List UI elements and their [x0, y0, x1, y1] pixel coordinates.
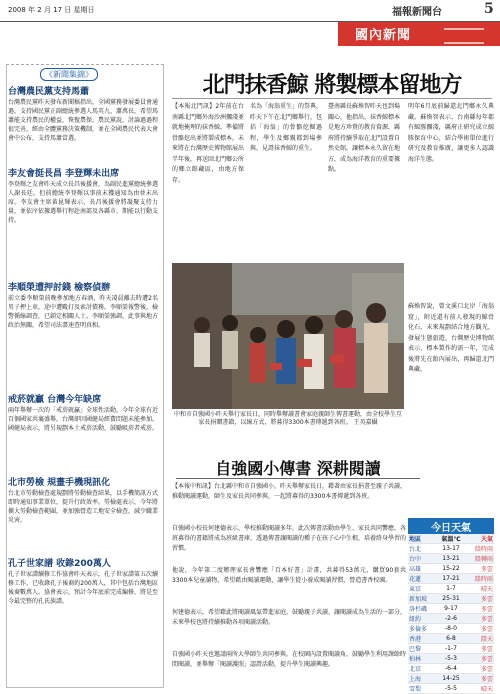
weather-header-row: [408, 534, 494, 544]
weather-temp: -5-3: [436, 654, 466, 664]
weather-city: 台中: [408, 554, 436, 564]
weather-city: 花蓮: [408, 574, 436, 584]
brief-title: 孔子世家譜 收錄200萬人: [8, 559, 111, 569]
weather-city: 台北: [408, 544, 436, 554]
weather-city: 多倫多: [408, 624, 436, 634]
weather-temp: 14-25: [436, 674, 466, 684]
weather-header-cell: 氣溫℃: [436, 534, 466, 544]
weather-condition: 多雲: [466, 664, 494, 674]
weather-temp: -6-4: [436, 664, 466, 674]
weather-row: [408, 674, 494, 684]
brief-body: 台灣農民黨昨天發布新聞稿指出，全國黨務發展委員會通過，支持國民黨正副總統參選人馬英九、蕭萬長，希望馬蕭能支持農民的權益，恢復農保。農民黨說，討論過過程很完善，經由全體黨務決策機制，並在全國農民代表大會會中公布，支持馬蕭當選。: [8, 99, 158, 142]
weather-row: [408, 544, 494, 554]
news-photo: [172, 263, 404, 409]
story-paragraph: 自強國小昨天也邀請兩所大學師生共同參與，在校園內設置閱讀角，鼓勵學生利用課餘時間閱讀，並舉辦「閱讀護照」認證活動，提升學生閱讀興趣。: [172, 651, 406, 668]
weather-condition: 晴天: [466, 684, 494, 694]
weather-temp: 1-7: [436, 584, 466, 594]
photo-illustration: [172, 263, 404, 409]
weather-temp: 17-21: [436, 574, 466, 584]
weather-condition: 多雲: [466, 674, 494, 684]
weather-row: [408, 574, 494, 584]
weather-city: 巴黎: [408, 644, 436, 654]
brief-title: 李順榮遭押討錢 檢察偵辦: [8, 283, 111, 293]
weather-row: [408, 594, 494, 604]
weather-temp: -5-5: [436, 684, 466, 694]
weather-row: [408, 634, 494, 644]
weather-temp: 6-8: [436, 634, 466, 644]
weather-condition: 陰轉雨: [466, 554, 494, 564]
weather-row: [408, 624, 494, 634]
issue-date: 2008 年 2 月 17 日 星期日: [8, 6, 95, 14]
story-paragraph: 【本報北門訊】2年前在台南縣北門鄉外海沙洲擱淺並就地掩埋的抹香鯨，準備將骨骼挖出並將製成標本，未來將在台灣歷史博物館展出半年後，再送回北門鄉公所的鄉立館藏區，由地方保存。: [172, 103, 244, 184]
weather-temp: 13-21: [436, 554, 466, 564]
weather-condition: 多雲: [466, 624, 494, 634]
headline-rule: [172, 98, 492, 99]
weather-temp: 13-17: [436, 544, 466, 554]
weather-temp: 9-17: [436, 604, 466, 614]
story-paragraph: 何建德表示，希望藉此將閱讀風氣帶進家庭，鼓勵親子共讀，讓閱讀成為生活的一部分，未來學校也將持續推動各項閱讀活動。: [172, 609, 406, 626]
story-paragraph: 自強國小校長何建德表示，學校推動閱讀多年，此次傳書活動由學生、家長共同響應，各班募得的書籍將成為班級書庫，透過傳書讓閱讀的種子在孩子心中生根，培養終身學習的習慣。: [172, 525, 406, 552]
weather-temp: 25-31: [436, 594, 466, 604]
weather-city: 香港: [408, 634, 436, 644]
brief-body: 兩年舉辦一次的「戒菸就贏」全球性活動，今年全球有近百個國家共襄盛舉，台灣卻因國健局經費問題未能參加。國健局表示，將另規劃本土戒菸活動，鼓勵吸菸者戒菸。: [8, 407, 158, 432]
story-paragraph: 臺南縣長蘇煥智昨天也到場關心，他指出，抹香鯨標本是地方珍貴的教育資源，縣府將持續爭取在北門設置自然史館，讓標本永久留在地方，成為海洋教育的重要據點。: [328, 103, 400, 173]
weather-condition: 多雲: [466, 564, 494, 574]
section-title: 國內新聞: [355, 28, 412, 43]
weather-row: [408, 684, 494, 694]
brief-title: 台灣農民黨支持馬蕭: [8, 87, 90, 97]
section-decoration: [444, 28, 484, 44]
main-headline: 北門抹香鯨 將製標本留地方: [202, 72, 462, 98]
weather-condition: 陰時雨: [466, 574, 494, 584]
brief-body: 前立委李順榮前晚參加地方春酒，昨天凌晨離去時遭2名男子押上車，途中遭毆打及索討債務。李順榮報警後，檢警循線調查，已鎖定相關人士。李順榮強調，此事與地方政治無關，希望司法盡速查明真相。: [8, 295, 158, 329]
weather-city: 洛杉磯: [408, 604, 436, 614]
weather-condition: 多雲: [466, 594, 494, 604]
weather-condition: 陰時雨: [466, 544, 494, 554]
weather-condition: 多雲: [466, 604, 494, 614]
page-number: 5: [484, 1, 494, 17]
brief-title: 戒菸就贏 台灣今年缺席: [8, 395, 102, 405]
weather-city: 紐約: [408, 614, 436, 624]
story-paragraph: 他說，今年第二度辦理家長會響應「百本好書」計畫，共募得53萬元，購買90套共3300本兒童讀物，希望藉由閱讀運動，讓學生從小養成閱讀習慣，營造書香校園。: [172, 567, 406, 584]
weather-row: [408, 654, 494, 664]
weather-temp: -8-0: [436, 624, 466, 634]
weather-condition: 陰天: [466, 634, 494, 644]
weather-row: [408, 584, 494, 594]
weather-condition: 多雲: [466, 644, 494, 654]
story-paragraph: 明年6月底前歸還北門鄉永久典藏。蘇煥智表示，台南縣每年都有鯨豚擱淺，縣府正研究成立鯨豚保育中心，結合學術單位進行研究及教育推廣，讓更多人認識海洋生態。: [408, 103, 494, 163]
weather-condition: 多雲: [466, 614, 494, 624]
weather-city: 上海: [408, 674, 436, 684]
story-paragraph: 名為「海翁重生」的祭典，昨天下午在北門鄉舉行，包括「海翁」的骨骼挖掘過程，學生及鄉親都到場參與，見證抹香鯨的重生。: [250, 103, 322, 152]
brief-title: 北市勞檢 規畫手機現訊化: [8, 478, 111, 488]
weather-row: [408, 554, 494, 564]
story-paragraph: 【本報中和訊】台北縣中和市自強國小，昨天舉辦家長日，藉著由家長捐書至親子共讀，推動閱讀運動，師生及家長共同參與，一起將募得的3300本書傳遞到各班。: [172, 483, 406, 500]
weather-header-cell: 天氣: [466, 534, 494, 544]
weather-condition: 晴天: [466, 584, 494, 594]
weather-temp: -2-6: [436, 614, 466, 624]
weather-row: [408, 644, 494, 654]
weather-city: 新加坡: [408, 594, 436, 604]
weather-temp: 15-22: [436, 564, 466, 574]
weather-header-cell: 地區: [408, 534, 436, 544]
weather-title: 今日天氣: [431, 523, 471, 534]
weather-row: [408, 564, 494, 574]
weather-row: [408, 614, 494, 624]
brief-body: 台北市勞動檢查處規劃將勞動檢查結果，以手機簡訊方式即時通知事業單位，提升行政效率。勞檢處表示，今年將擴大勞動檢查範圍，並加強營造工地安全檢查，減少職業災害。: [8, 490, 158, 524]
news-briefs-kicker: 《新聞集錦》: [40, 68, 98, 81]
weather-temp: -1-7: [436, 644, 466, 654]
weather-city: 北京: [408, 664, 436, 674]
newspaper-logo: 福報新聞台: [392, 7, 442, 18]
weather-row: [408, 664, 494, 674]
weather-row: [408, 604, 494, 614]
weather-table: [408, 534, 494, 694]
weather-city: 高雄: [408, 564, 436, 574]
weather-city: 柏林: [408, 654, 436, 664]
headline-rule: [176, 478, 420, 479]
story-paragraph: 蘇煥智說，曾文溪口北岸「海翁窟」，附近還有前人發現的鯨骨化石，未來規劃結合地方觀光，發展生態旅遊。台灣歷史博物館表示，標本製作約需一年，完成後將先在館內展出，再歸還北門典藏。: [408, 303, 494, 373]
brief-body: 李登輝之友會昨天成立長昌後援會，為副民進黨總統參選人謝長廷。但前總統李登輝以事前未獲通知為由並未出席。李友會主席黃昆輝表示，長昌後援會將凝聚支持力量，並依序依據選舉行程赴南部及各縣市，期能以行動支持。: [8, 181, 158, 224]
second-headline: 自強國小傳書 深耕閱讀: [215, 459, 381, 478]
weather-city: 雪梨: [408, 684, 436, 694]
weather-city: 東京: [408, 584, 436, 594]
weather-condition: 多雲: [466, 654, 494, 664]
brief-title: 李友會挺長昌 李登輝未出席: [8, 169, 120, 179]
brief-body: 孔子世家譜續修工作協會昨天表示，孔子世家譜第五次續修工作，已收錄孔子後裔約200萬人，其中包括台灣地區後裔數萬人。協會表示，預計今年底前完成編修，將是至今最完整的孔氏族譜。: [8, 571, 158, 605]
photo-caption: 中和市自強國小昨天舉行家長日，同時舉辦讀書會家庭親師生傳書運動，由全校學生互家長捐贈書籍，以線方式，將募得3300本書傳遞到各班。 王英嘉攝: [173, 411, 402, 426]
